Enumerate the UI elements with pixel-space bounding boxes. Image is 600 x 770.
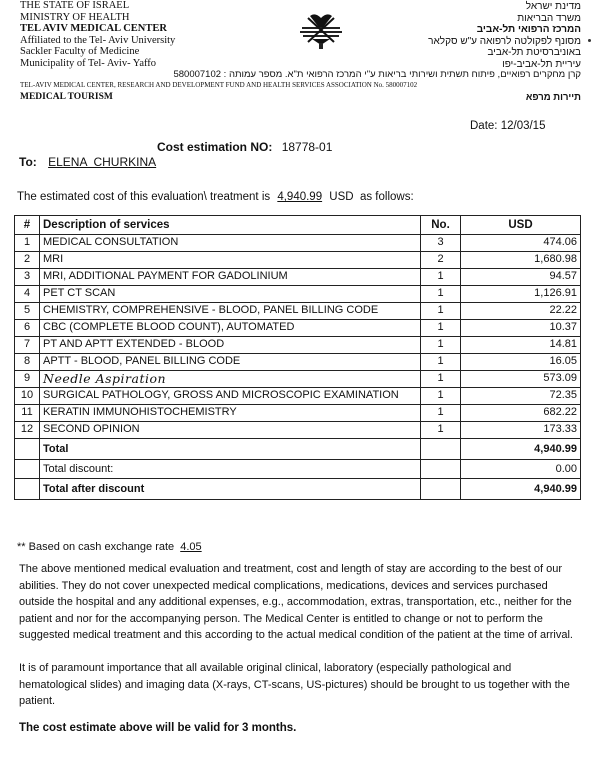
row-desc: MRI xyxy=(40,252,421,269)
header-usd: USD xyxy=(461,216,581,235)
exchange-rate-note xyxy=(17,541,202,553)
after-discount-label: Total after discount xyxy=(40,479,421,500)
row-qty: 1 xyxy=(421,371,461,388)
row-qty: 1 xyxy=(421,422,461,439)
medical-tourism-en: MEDICAL TOURISM xyxy=(20,92,113,102)
services-table xyxy=(14,215,581,500)
row-qty: 3 xyxy=(421,235,461,252)
row-desc: PET CT SCAN xyxy=(40,286,421,303)
document-date xyxy=(470,120,545,132)
row-usd: 173.33 xyxy=(461,422,581,439)
empty-cell xyxy=(421,479,461,500)
letterhead-hebrew xyxy=(428,1,581,70)
after-discount-row xyxy=(15,479,581,500)
intro-prefix: The estimated cost of this evaluation\ treatment is xyxy=(17,191,271,203)
date-label: Date: xyxy=(470,120,498,132)
row-usd: 573.09 xyxy=(461,371,581,388)
row-usd: 94.57 xyxy=(461,269,581,286)
letterhead-english xyxy=(20,0,175,69)
row-usd: 682.22 xyxy=(461,405,581,422)
to-label: To: xyxy=(19,155,37,169)
date-value: 12/03/15 xyxy=(500,120,546,132)
fund-line-hebrew: קרן מחקרים רפואיים, פיתוח תשתית ושירותי בריאות ע"י המרכז הרפואי ת"א. מספר עמותה : 580007102 xyxy=(173,69,581,80)
affiliation-he: מסונף לפקולטה לרפואה ע"ש סקלאר xyxy=(428,35,581,47)
row-qty: 1 xyxy=(421,303,461,320)
row-num: 4 xyxy=(15,286,40,303)
row-qty: 1 xyxy=(421,337,461,354)
table-row xyxy=(15,354,581,371)
total-value: 4,940.99 xyxy=(461,439,581,460)
row-desc: MRI, ADDITIONAL PAYMENT FOR GADOLINIUM xyxy=(40,269,421,286)
hospital-logo-icon xyxy=(298,12,344,50)
intro-amount: 4,940.99 xyxy=(277,191,323,203)
row-usd: 10.37 xyxy=(461,320,581,337)
center-name: TEL AVIV MEDICAL CENTER xyxy=(20,23,167,34)
row-qty: 1 xyxy=(421,320,461,337)
table-row xyxy=(15,235,581,252)
row-desc-handwritten: Needle Aspiration xyxy=(40,371,421,388)
row-usd: 72.35 xyxy=(461,388,581,405)
header-desc: Description of services xyxy=(40,216,421,235)
row-usd: 22.22 xyxy=(461,303,581,320)
row-desc: KERATIN IMMUNOHISTOCHEMISTRY xyxy=(40,405,421,422)
empty-cell xyxy=(421,439,461,460)
row-usd: 474.06 xyxy=(461,235,581,252)
row-desc: MEDICAL CONSULTATION xyxy=(40,235,421,252)
row-num: 5 xyxy=(15,303,40,320)
university-he: באוניברסיטת תל-אביב xyxy=(487,47,581,58)
header-num: # xyxy=(15,216,40,235)
row-qty: 2 xyxy=(421,252,461,269)
row-num: 6 xyxy=(15,320,40,337)
rate-label: ** Based on cash exchange rate xyxy=(17,541,175,553)
table-row xyxy=(15,252,581,269)
row-qty: 1 xyxy=(421,354,461,371)
row-desc: CHEMISTRY, COMPREHENSIVE - BLOOD, PANEL BILLING CODE xyxy=(40,303,421,320)
disclaimer-paragraph: The above mentioned medical evaluation and treatment, cost and length of stay are according to the best of our abilities. They do not cover unexpected medical complications, medications, devices and services purchased outside the hospital and any additional expenses, e.g., accommodation, extras, transportation, etc., neither for the patient and nor for the accompanying person. The Medical Center is entitled to change or not to perform the suggested medical treatment and this according to the actual medical condition of the patient at the time of arrival. xyxy=(19,563,573,641)
empty-cell xyxy=(15,460,40,479)
affiliation: Affiliated to the Tel- Aviv University xyxy=(20,34,176,46)
row-num: 9 xyxy=(15,371,40,388)
discount-value: 0.00 xyxy=(461,460,581,479)
row-desc: SECOND OPINION xyxy=(40,422,421,439)
row-qty: 1 xyxy=(421,286,461,303)
row-desc: PT AND APTT EXTENDED - BLOOD xyxy=(40,337,421,354)
row-usd: 14.81 xyxy=(461,337,581,354)
table-row xyxy=(15,269,581,286)
empty-cell xyxy=(15,439,40,460)
row-qty: 1 xyxy=(421,269,461,286)
table-row xyxy=(15,371,581,388)
rate-value: 4.05 xyxy=(180,541,202,553)
after-discount-value: 4,940.99 xyxy=(461,479,581,500)
row-num: 8 xyxy=(15,354,40,371)
estimate-value: 18778-01 xyxy=(281,140,333,154)
table-row xyxy=(15,303,581,320)
empty-cell xyxy=(421,460,461,479)
faculty: Sackler Faculty of Medicine xyxy=(20,46,140,57)
state-name: THE STATE OF ISRAEL xyxy=(20,0,130,11)
intro-suffix: USD as follows: xyxy=(329,191,414,203)
estimate-number xyxy=(157,140,332,154)
row-num: 10 xyxy=(15,388,40,405)
row-usd: 1,126.91 xyxy=(461,286,581,303)
center-name-he: המרכז הרפואי תל-אביב xyxy=(476,24,581,35)
row-desc: CBC (COMPLETE BLOOD COUNT), AUTOMATED xyxy=(40,320,421,337)
intro-sentence xyxy=(17,191,414,203)
ministry-name-he: משרד הבריאות xyxy=(517,12,581,24)
row-desc: SURGICAL PATHOLOGY, GROSS AND MICROSCOPIC EXAMINATION xyxy=(40,388,421,405)
header-qty: No. xyxy=(421,216,461,235)
recipient xyxy=(19,155,156,169)
table-row xyxy=(15,286,581,303)
row-num: 2 xyxy=(15,252,40,269)
row-num: 3 xyxy=(15,269,40,286)
row-num: 11 xyxy=(15,405,40,422)
municipality-he: עיריית תל-אביב-יפו xyxy=(502,58,581,70)
discount-label: Total discount: xyxy=(40,460,421,479)
row-usd: 1,680.98 xyxy=(461,252,581,269)
municipality: Municipality of Tel- Aviv- Yaffo xyxy=(20,57,157,69)
medical-tourism-he: תיירות מרפא xyxy=(525,92,581,103)
scan-dot-mark xyxy=(588,39,591,42)
state-name-he: מדינת ישראל xyxy=(525,1,581,12)
table-row xyxy=(15,405,581,422)
row-num: 1 xyxy=(15,235,40,252)
row-qty: 1 xyxy=(421,388,461,405)
patient-name: ELENA CHURKINA xyxy=(48,155,157,169)
total-row xyxy=(15,439,581,460)
empty-cell xyxy=(15,479,40,500)
records-paragraph: It is of paramount importance that all available original clinical, laboratory (especially pathological and hematological slides) and imaging data (X-rays, CT-scans, US-pictures) should be brought to us together with the patient. xyxy=(19,662,570,707)
row-num: 12 xyxy=(15,422,40,439)
ministry-name: MINISTRY OF HEALTH xyxy=(20,11,130,23)
table-row xyxy=(15,320,581,337)
table-row xyxy=(15,337,581,354)
total-label: Total xyxy=(40,439,421,460)
table-header-row xyxy=(15,216,581,235)
row-usd: 16.05 xyxy=(461,354,581,371)
row-num: 7 xyxy=(15,337,40,354)
estimate-label: Cost estimation NO: xyxy=(157,140,273,154)
row-desc: APTT - BLOOD, PANEL BILLING CODE xyxy=(40,354,421,371)
discount-row xyxy=(15,460,581,479)
table-row xyxy=(15,422,581,439)
table-row xyxy=(15,388,581,405)
row-qty: 1 xyxy=(421,405,461,422)
validity-note: The cost estimate above will be valid for 3 months. xyxy=(19,722,297,734)
fund-line-english: TEL-AVIV MEDICAL CENTER, RESEARCH AND DEVELOPMENT FUND AND HEALTH SERVICES ASSOCIATION No. 580007102 xyxy=(20,81,418,89)
